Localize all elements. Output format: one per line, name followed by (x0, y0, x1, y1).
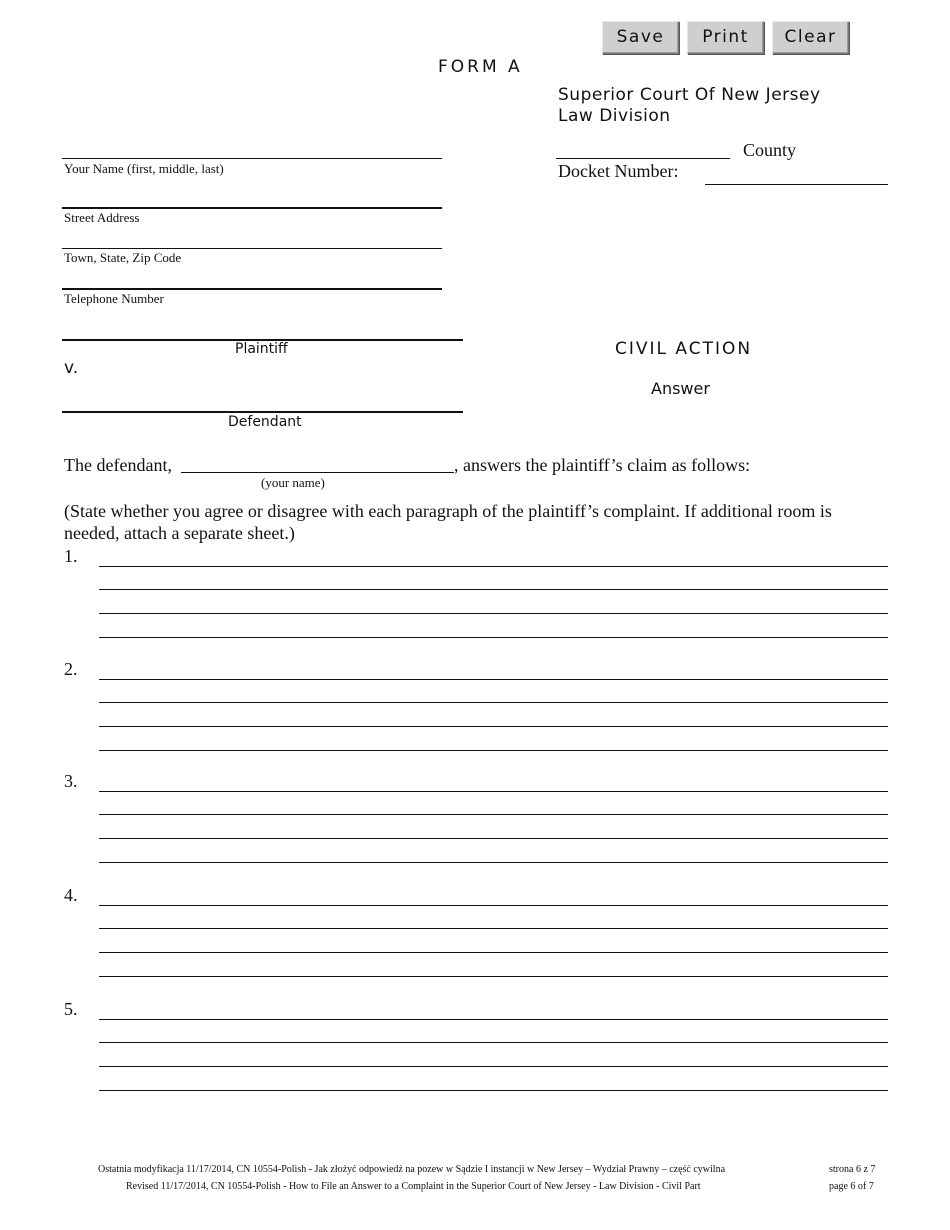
defendant-name-field[interactable] (181, 472, 454, 473)
answer-line[interactable] (99, 566, 888, 567)
answer-line[interactable] (99, 679, 888, 680)
answer-line[interactable] (99, 1066, 888, 1067)
page-number-english: page 6 of 7 (829, 1181, 874, 1192)
defendant-prefix: The defendant, (64, 455, 172, 475)
town-state-zip-field[interactable] (62, 248, 442, 249)
telephone-field[interactable] (62, 288, 442, 290)
answer-line[interactable] (99, 637, 888, 638)
docket-number-field[interactable] (705, 184, 888, 185)
your-name-field[interactable] (62, 158, 442, 159)
footer-english: Revised 11/17/2014, CN 10554-Polish - How to File an Answer to a Complaint in the Superior Court of New Jersey - Law Division - Civil Part (126, 1181, 701, 1192)
answer-line[interactable] (99, 838, 888, 839)
answer-line[interactable] (99, 1042, 888, 1043)
paragraph-number: 1. (64, 546, 78, 566)
answer-line[interactable] (99, 862, 888, 863)
answer-line[interactable] (99, 589, 888, 590)
defendant-field[interactable] (62, 411, 463, 413)
paragraph-number: 5. (64, 999, 78, 1019)
answer-line[interactable] (99, 726, 888, 727)
answer-line[interactable] (99, 905, 888, 906)
defendant-suffix: , answers the plaintiff’s claim as follows: (454, 455, 751, 475)
answer-line[interactable] (99, 791, 888, 792)
court-name: Superior Court Of New Jersey (558, 85, 821, 105)
civil-action-heading: CIVIL ACTION (615, 339, 753, 359)
footer-polish: Ostatnia modyfikacja 11/17/2014, CN 10554-Polish - Jak złożyć odpowiedź na pozew w Sądzie I instancji w New Jersey – Wydział Prawny – część cywilna (98, 1164, 726, 1175)
answer-line[interactable] (99, 702, 888, 703)
town-state-zip-label: Town, State, Zip Code (64, 250, 182, 265)
print-button[interactable]: Print (687, 21, 764, 54)
your-name-label: Your Name (first, middle, last) (64, 161, 224, 176)
paragraph-number: 4. (64, 885, 78, 905)
your-name-hint: (your name) (261, 475, 325, 490)
instructions-text: (State whether you agree or disagree with each paragraph of the plaintiff’s complaint. If additional room is needed, attach a separate sheet.) (64, 501, 832, 543)
answer-line[interactable] (99, 952, 888, 953)
answer-line[interactable] (99, 976, 888, 977)
answer-line[interactable] (99, 928, 888, 929)
answer-line[interactable] (99, 750, 888, 751)
county-label: County (743, 140, 797, 160)
court-division: Law Division (558, 106, 671, 126)
answer-heading: Answer (651, 379, 710, 398)
save-button[interactable]: Save (602, 21, 679, 54)
street-address-label: Street Address (64, 210, 140, 225)
telephone-label: Telephone Number (64, 291, 164, 306)
answer-line[interactable] (99, 1019, 888, 1020)
docket-label: Docket Number: (558, 161, 679, 181)
paragraph-number: 2. (64, 659, 78, 679)
versus-label: v. (64, 358, 79, 378)
page-number-polish: strona 6 z 7 (829, 1164, 876, 1175)
answer-line[interactable] (99, 613, 888, 614)
form-title: FORM A (438, 57, 523, 77)
clear-button[interactable]: Clear (772, 21, 849, 54)
answer-line[interactable] (99, 814, 888, 815)
plaintiff-label: Plaintiff (235, 341, 288, 357)
defendant-label: Defendant (228, 414, 302, 430)
paragraph-number: 3. (64, 771, 78, 791)
answer-line[interactable] (99, 1090, 888, 1091)
street-address-field[interactable] (62, 207, 442, 209)
county-field[interactable] (556, 158, 730, 159)
